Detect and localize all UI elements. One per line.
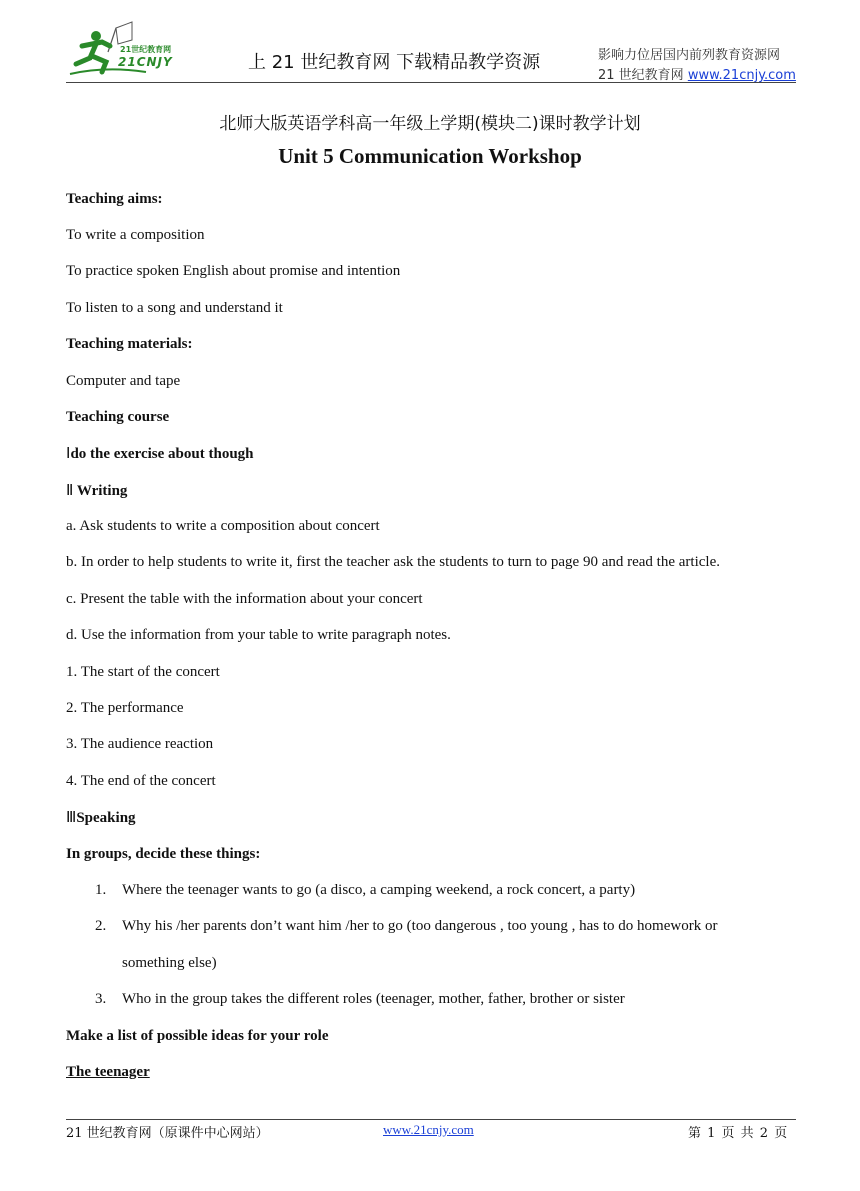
header-divider (66, 82, 796, 83)
aim-item: To listen to a song and understand it (66, 300, 283, 316)
header-tagline: 影响力位居国内前列教育资源网 (598, 48, 781, 63)
document-title-cn: 北师大版英语学科高一年级上学期(模块二)课时教学计划 (219, 114, 641, 134)
groups-heading: In groups, decide these things: (66, 846, 261, 862)
logo-text-en: 21CNJY (118, 55, 173, 69)
aim-item: To practice spoken English about promise and intention (66, 263, 401, 279)
section-title: Speaking (76, 810, 136, 826)
section-heading (66, 807, 136, 828)
teaching-course-heading: Teaching course (66, 409, 170, 425)
list-item: Who in the group takes the different roles (teenager, mother, father, brother or sister (122, 991, 625, 1007)
teenager-heading: The teenager (66, 1064, 150, 1080)
site-logo[interactable] (66, 18, 196, 82)
list-number: 1. (95, 882, 107, 898)
teaching-aims-heading: Teaching aims: (66, 191, 163, 207)
paragraph-note: 2. The performance (66, 700, 184, 716)
section-number: Ⅰ (66, 444, 71, 462)
logo-text-cn: 21世纪教育网 (120, 45, 172, 54)
page-header (66, 18, 796, 84)
list-item: Why his /her parents don’t want him /her to go (too dangerous , too young , has to do homework or (122, 918, 718, 934)
writing-step: d. Use the information from your table to write paragraph notes. (66, 627, 451, 643)
section-heading (66, 443, 254, 464)
writing-step: a. Ask students to write a composition about concert (66, 518, 380, 534)
ideas-heading: Make a list of possible ideas for your role (66, 1028, 329, 1044)
teaching-materials-heading: Teaching materials: (66, 336, 193, 352)
footer-divider (66, 1119, 796, 1120)
section-title: Writing (76, 483, 128, 499)
writing-step: c. Present the table with the information about your concert (66, 591, 423, 607)
writing-step: b. In order to help students to write it, first the teacher ask the students to turn to page 90 and read the article. (66, 554, 720, 570)
paragraph-note: 1. The start of the concert (66, 664, 220, 680)
header-site-line (598, 64, 796, 83)
paragraph-note: 3. The audience reaction (66, 736, 214, 752)
page-number: 第 1 页 共 2 页 (688, 1126, 789, 1141)
aim-item: To write a composition (66, 227, 205, 243)
list-item: Where the teenager wants to go (a disco, a camping weekend, a rock concert, a party) (122, 882, 636, 898)
section-title: do the exercise about though (70, 446, 254, 462)
section-number: Ⅲ (66, 808, 77, 826)
materials-text: Computer and tape (66, 373, 181, 389)
list-item-continuation: something else) (122, 955, 217, 971)
footer-site-link[interactable]: www.21cnjy.com (383, 1122, 474, 1137)
paragraph-note: 4. The end of the concert (66, 773, 216, 789)
section-heading (66, 480, 127, 501)
footer-link-wrap (383, 1122, 474, 1138)
header-slogan: 上 21 世纪教育网 下载精品教学资源 (248, 52, 541, 73)
document-title-en: Unit 5 Communication Workshop (278, 144, 582, 168)
list-number: 2. (95, 918, 107, 934)
header-site-link[interactable]: www.21cnjy.com (687, 68, 796, 83)
header-site-name: 21 世纪教育网 (598, 68, 688, 83)
section-number: Ⅱ (66, 481, 74, 499)
list-number: 3. (95, 991, 107, 1007)
footer-site-name: 21 世纪教育网（原课件中心网站） (66, 1126, 269, 1141)
